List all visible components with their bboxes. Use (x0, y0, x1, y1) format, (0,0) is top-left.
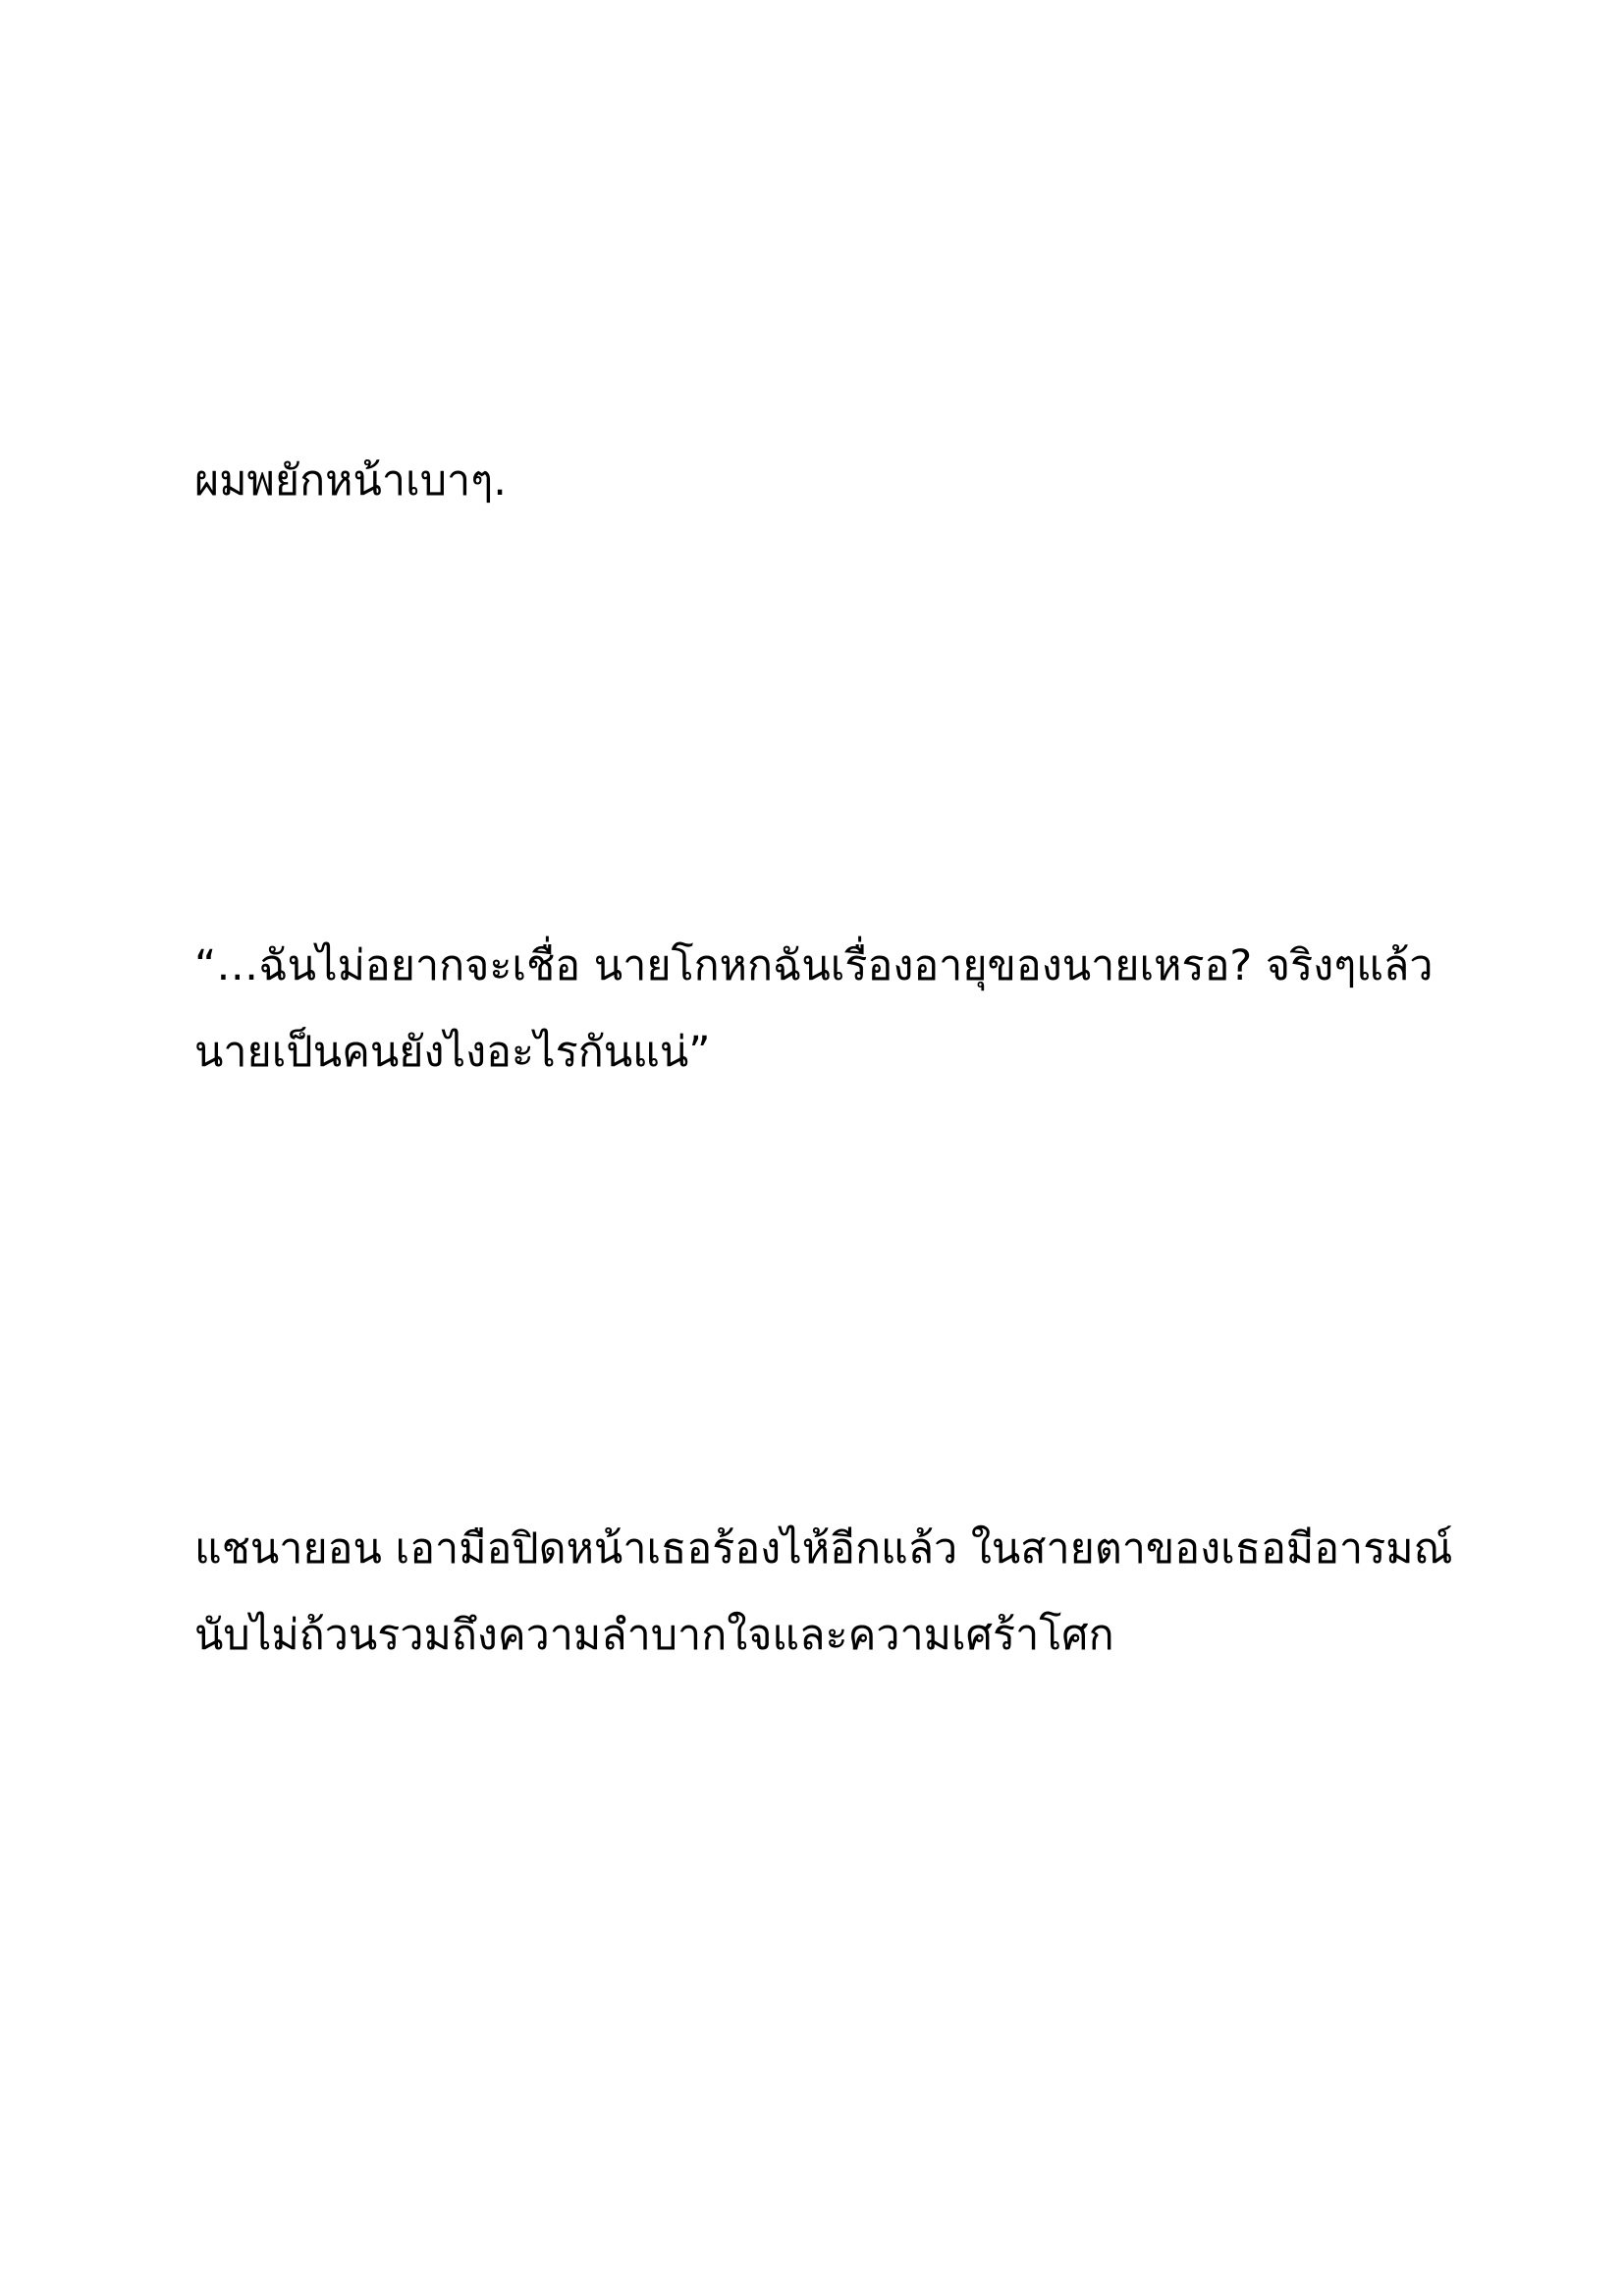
text-line: “…ฉันไม่อยากจะเชื่อ นายโกหกฉันเรื่องอายุของนายเหรอ? จริงๆแล้ว (194, 941, 1434, 990)
paragraph (194, 923, 1471, 1095)
text-line: แชนายอน เอามือปิดหน้าเธอร้องไห้อีกแล้ว ในสายตาของเธอมีอารมณ์ (194, 1524, 1453, 1574)
paragraph (194, 1506, 1471, 1679)
text-line: ผมพยักหน้าเบาๆ. (194, 456, 507, 506)
text-line: นับไม่ถ้วนรวมถึงความลำบากใจและความเศร้าโศก (194, 1611, 1114, 1660)
text-line: นายเป็นคนยังไงอะไรกันแน่” (194, 1028, 711, 1077)
paragraph (194, 438, 1471, 524)
